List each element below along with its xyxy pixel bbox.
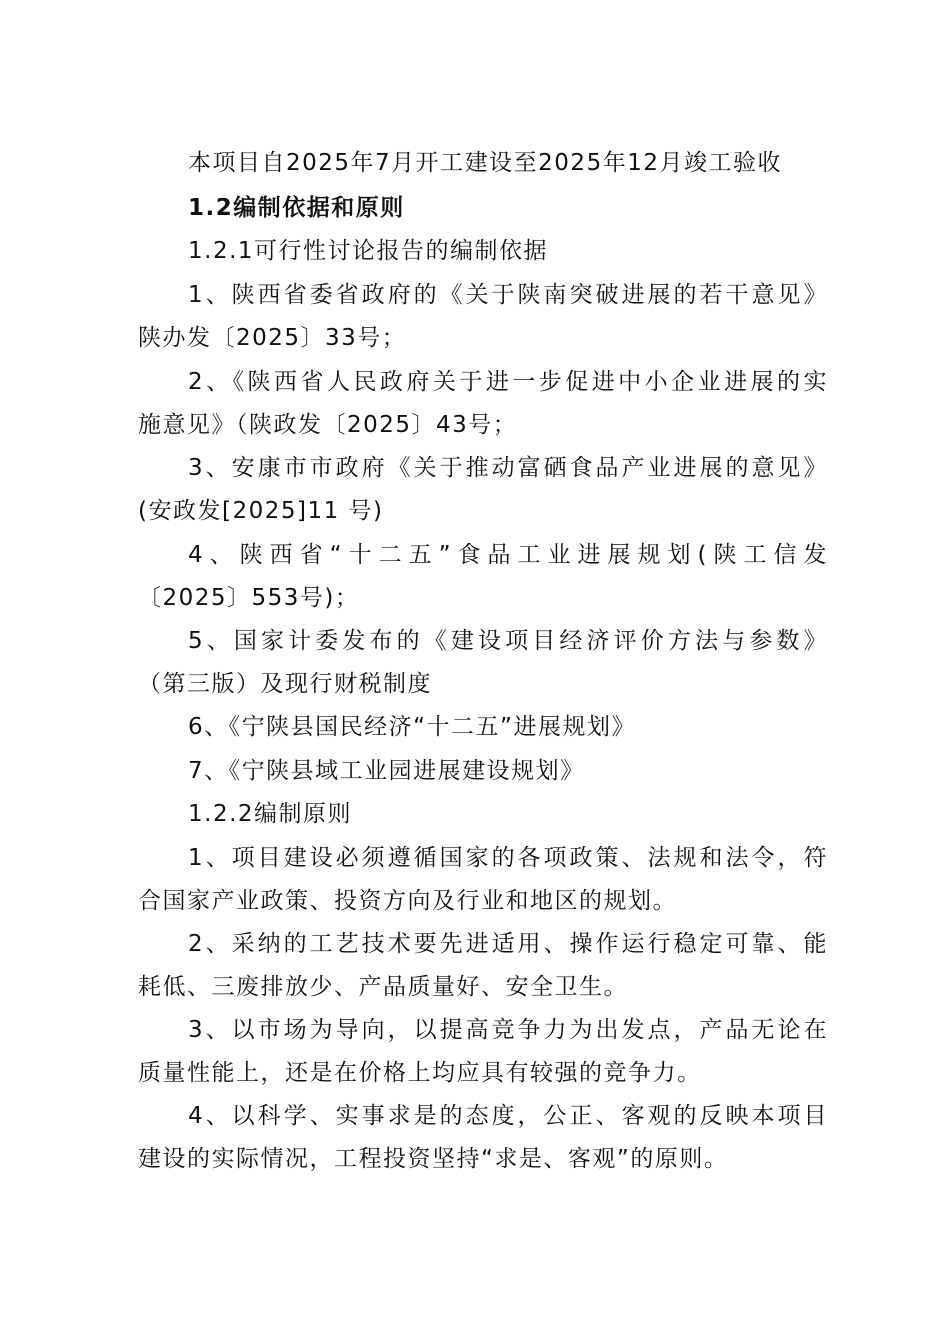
principle-item-4-line-2: 建设的实际情况，工程投资坚持“求是、客观”的原则。 [138,1146,729,1172]
basis-item-1-line-2: 陕办发〔2025〕33号； [138,325,407,351]
basis-item-1-line-1: 1、陕西省委省政府的《关于陕南突破进展的若干意见》 [188,282,828,308]
principle-item-2-line-2: 耗低、三废排放少、产品质量好、安全卫生。 [138,974,628,1000]
basis-item-2-line-2: 施意见》（陕政发〔2025〕43号； [138,412,518,438]
basis-item-2-line-1: 2、《陕西省人民政府关于进一步促进中小企业进展的实 [188,369,828,395]
principle-item-2-line-1: 2、采纳的工艺技术要先进适用、操作运行稳定可靠、能 [188,931,828,957]
basis-item-4-line-1: 4、陕西省“十二五”食品工业进展规划(陕工信发 [188,542,828,568]
principle-item-4-line-1: 4、以科学、实事求是的态度，公正、客观的反映本项目 [188,1103,828,1129]
section-heading-1-2: 1.2编制依据和原则 [188,195,405,221]
basis-item-7: 7、《宁陕县域工业园进展建设规划》 [188,758,585,784]
subsection-heading-1-2-1: 1.2.1可行性讨论报告的编制依据 [188,238,549,264]
principle-item-1-line-1: 1、项目建设必须遵循国家的各项政策、法规和法令，符 [188,845,828,871]
principle-item-3-line-1: 3、以市场为导向，以提高竞争力为出发点，产品无论在 [188,1017,828,1043]
basis-item-5-line-2: （第三版）及现行财税制度 [138,671,432,697]
principle-item-3-line-2: 质量性能上，还是在价格上均应具有较强的竞争力。 [138,1060,702,1086]
basis-item-5-line-1: 5、国家计委发布的《建设项目经济评价方法与参数》 [188,628,828,654]
intro-line: 本项目自2025年7月开工建设至2025年12月竣工验收 [188,150,782,176]
basis-item-4-line-2: 〔2025〕553号)； [138,585,360,611]
principle-item-1-line-2: 合国家产业政策、投资方向及行业和地区的规划。 [138,888,677,914]
basis-item-6: 6、《宁陕县国民经济“十二五”进展规划》 [188,714,636,740]
basis-item-3-line-1: 3、安康市市政府《关于推动富硒食品产业进展的意见》 [188,455,828,481]
subsection-heading-1-2-2: 1.2.2编制原则 [188,801,353,827]
basis-item-3-line-2: (安政发[2025]11 号) [138,498,384,524]
